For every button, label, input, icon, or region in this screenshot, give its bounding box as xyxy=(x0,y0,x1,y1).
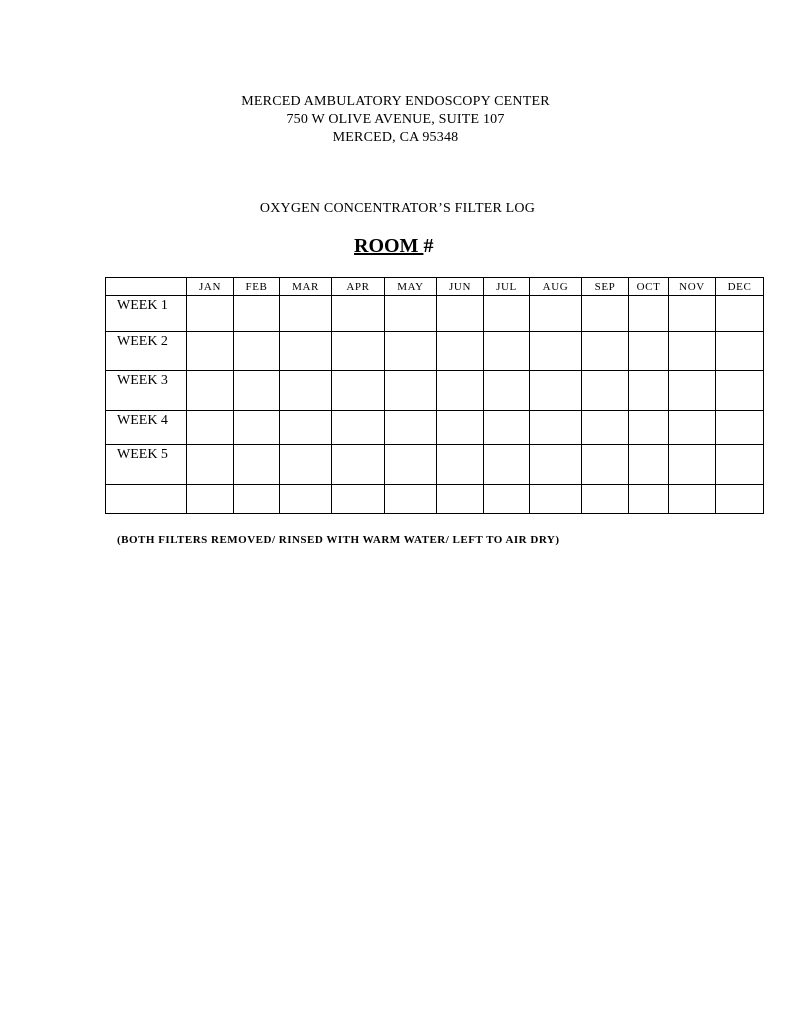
log-entry-cell[interactable] xyxy=(669,371,716,411)
facility-name: MERCED AMBULATORY ENDOSCOPY CENTER xyxy=(241,94,550,109)
month-header: JUN xyxy=(437,278,484,296)
cleaning-instructions-note: (BOTH FILTERS REMOVED/ RINSED WITH WARM WATER/ LEFT TO AIR DRY) xyxy=(117,534,560,546)
log-entry-cell[interactable] xyxy=(484,445,530,485)
log-entry-cell[interactable] xyxy=(716,296,764,332)
facility-street-address: 750 W OLIVE AVENUE, SUITE 107 xyxy=(286,112,505,127)
log-entry-cell[interactable] xyxy=(234,411,280,445)
log-entry-cell[interactable] xyxy=(332,485,385,514)
log-entry-cell[interactable] xyxy=(669,296,716,332)
log-entry-cell[interactable] xyxy=(385,411,437,445)
filter-log-table xyxy=(105,277,764,514)
log-entry-cell[interactable] xyxy=(716,411,764,445)
month-header: SEP xyxy=(582,278,629,296)
log-entry-cell[interactable] xyxy=(332,371,385,411)
room-hash: # xyxy=(423,235,434,257)
log-entry-cell[interactable] xyxy=(332,296,385,332)
table-row xyxy=(106,411,764,445)
log-entry-cell[interactable] xyxy=(234,332,280,371)
log-entry-cell[interactable] xyxy=(234,485,280,514)
log-entry-cell[interactable] xyxy=(530,332,582,371)
corner-cell xyxy=(106,278,187,296)
log-entry-cell[interactable] xyxy=(582,485,629,514)
week-label: WEEK 3 xyxy=(106,371,187,411)
log-entry-cell[interactable] xyxy=(484,485,530,514)
table-row xyxy=(106,296,764,332)
log-entry-cell[interactable] xyxy=(280,296,332,332)
log-entry-cell[interactable] xyxy=(437,332,484,371)
log-entry-cell[interactable] xyxy=(582,445,629,485)
log-entry-cell[interactable] xyxy=(437,296,484,332)
log-entry-cell[interactable] xyxy=(484,332,530,371)
log-entry-cell[interactable] xyxy=(187,332,234,371)
log-entry-cell[interactable] xyxy=(280,445,332,485)
week-label: WEEK 2 xyxy=(106,332,187,371)
log-title: OXYGEN CONCENTRATOR’S FILTER LOG xyxy=(259,201,536,216)
log-entry-cell[interactable] xyxy=(437,485,484,514)
log-entry-cell[interactable] xyxy=(629,371,669,411)
log-entry-cell[interactable] xyxy=(669,411,716,445)
log-entry-cell[interactable] xyxy=(530,371,582,411)
log-entry-cell[interactable] xyxy=(629,485,669,514)
week-label xyxy=(106,485,187,514)
table-row xyxy=(106,332,764,371)
log-entry-cell[interactable] xyxy=(484,296,530,332)
log-entry-cell[interactable] xyxy=(187,296,234,332)
log-entry-cell[interactable] xyxy=(716,485,764,514)
table-row xyxy=(106,485,764,514)
month-header-row xyxy=(106,278,764,296)
log-entry-cell[interactable] xyxy=(629,411,669,445)
log-entry-cell[interactable] xyxy=(385,445,437,485)
log-entry-cell[interactable] xyxy=(629,332,669,371)
log-entry-cell[interactable] xyxy=(280,371,332,411)
log-entry-cell[interactable] xyxy=(280,485,332,514)
month-header: JUL xyxy=(484,278,530,296)
log-entry-cell[interactable] xyxy=(669,485,716,514)
log-entry-cell[interactable] xyxy=(716,332,764,371)
month-header: AUG xyxy=(530,278,582,296)
log-entry-cell[interactable] xyxy=(716,445,764,485)
log-entry-cell[interactable] xyxy=(582,371,629,411)
log-entry-cell[interactable] xyxy=(582,411,629,445)
table-row xyxy=(106,445,764,485)
log-entry-cell[interactable] xyxy=(187,485,234,514)
log-entry-cell[interactable] xyxy=(385,485,437,514)
log-entry-cell[interactable] xyxy=(484,411,530,445)
log-entry-cell[interactable] xyxy=(332,411,385,445)
room-number-heading xyxy=(354,235,433,258)
log-entry-cell[interactable] xyxy=(530,296,582,332)
log-entry-cell[interactable] xyxy=(385,371,437,411)
log-entry-cell[interactable] xyxy=(234,296,280,332)
log-entry-cell[interactable] xyxy=(437,371,484,411)
week-label: WEEK 4 xyxy=(106,411,187,445)
room-label: ROOM xyxy=(354,235,424,257)
log-entry-cell[interactable] xyxy=(437,411,484,445)
log-entry-cell[interactable] xyxy=(582,332,629,371)
log-entry-cell[interactable] xyxy=(187,411,234,445)
facility-city-state-zip: MERCED, CA 95348 xyxy=(332,130,459,145)
log-entry-cell[interactable] xyxy=(187,445,234,485)
log-entry-cell[interactable] xyxy=(280,332,332,371)
log-entry-cell[interactable] xyxy=(629,296,669,332)
month-header: APR xyxy=(332,278,385,296)
log-entry-cell[interactable] xyxy=(484,371,530,411)
log-entry-cell[interactable] xyxy=(530,485,582,514)
month-header: MAY xyxy=(385,278,437,296)
log-entry-cell[interactable] xyxy=(530,411,582,445)
log-entry-cell[interactable] xyxy=(332,332,385,371)
log-entry-cell[interactable] xyxy=(385,296,437,332)
log-entry-cell[interactable] xyxy=(385,332,437,371)
month-header: OCT xyxy=(629,278,669,296)
log-entry-cell[interactable] xyxy=(530,445,582,485)
log-entry-cell[interactable] xyxy=(187,371,234,411)
month-header: DEC xyxy=(716,278,764,296)
facility-header xyxy=(0,93,791,147)
log-entry-cell[interactable] xyxy=(716,371,764,411)
log-entry-cell[interactable] xyxy=(669,445,716,485)
month-header: JAN xyxy=(187,278,234,296)
log-entry-cell[interactable] xyxy=(582,296,629,332)
log-entry-cell[interactable] xyxy=(437,445,484,485)
log-entry-cell[interactable] xyxy=(280,411,332,445)
week-label: WEEK 1 xyxy=(106,296,187,332)
month-header: MAR xyxy=(280,278,332,296)
log-entry-cell[interactable] xyxy=(669,332,716,371)
log-entry-cell[interactable] xyxy=(629,445,669,485)
table-row xyxy=(106,371,764,411)
log-entry-cell[interactable] xyxy=(234,445,280,485)
log-entry-cell[interactable] xyxy=(332,445,385,485)
log-entry-cell[interactable] xyxy=(234,371,280,411)
month-header: NOV xyxy=(669,278,716,296)
month-header: FEB xyxy=(234,278,280,296)
week-label: WEEK 5 xyxy=(106,445,187,485)
